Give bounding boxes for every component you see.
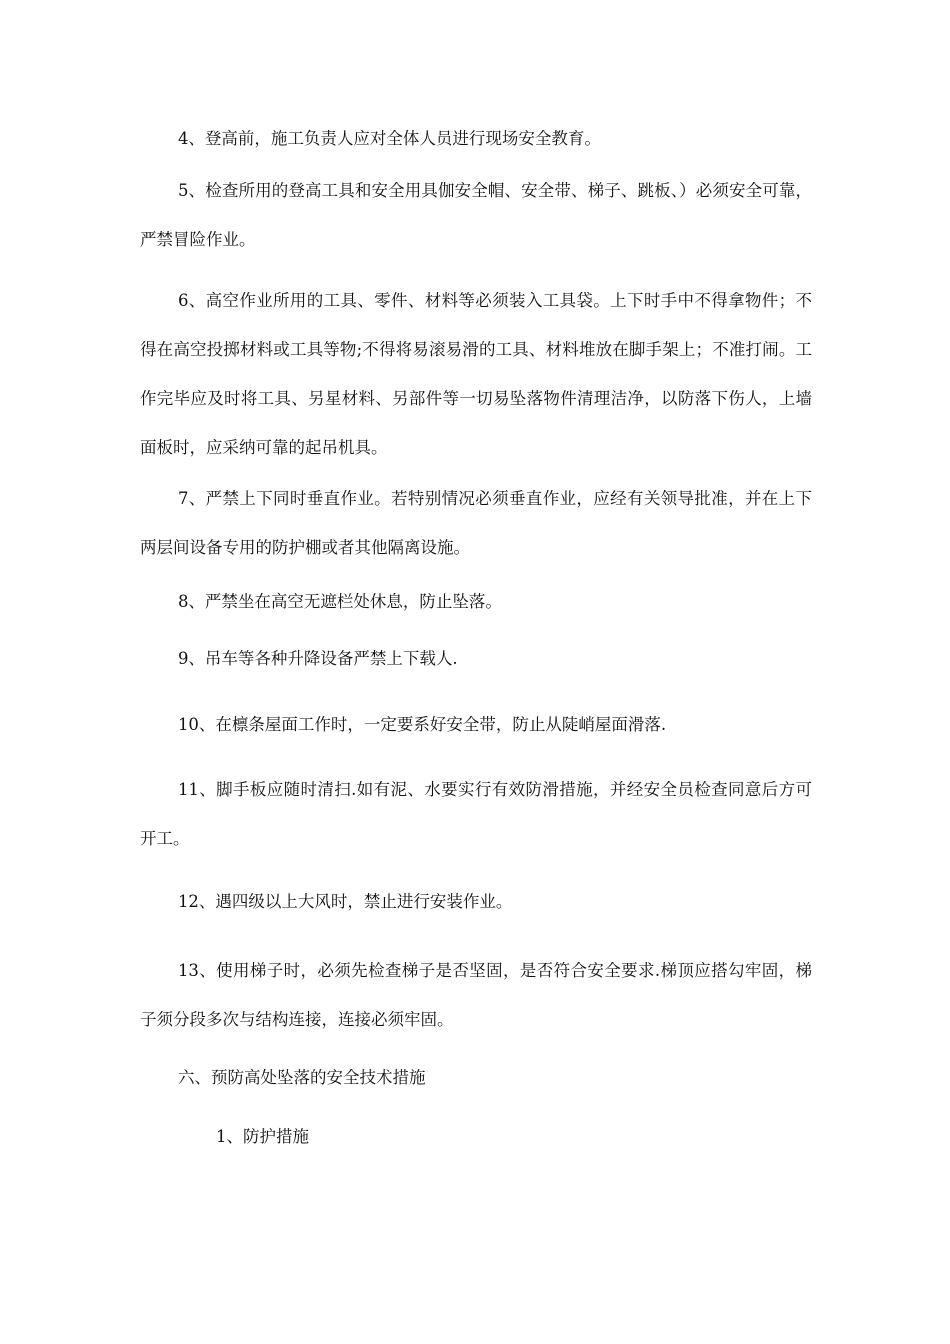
paragraph-item-4: 4、登高前，施工负责人应对全体人员进行现场安全教育。 <box>177 129 601 148</box>
paragraph-item-13: 13、使用梯子时，必须先检查梯子是否坚固，是否符合安全要求.梯顶应搭勾牢固，梯子须分段多次与结构连接，连接必须牢固。 <box>140 961 812 1029</box>
subsection-heading: 1、防护措施 <box>216 1127 309 1146</box>
paragraph-item-6: 6、高空作业所用的工具、零件、材料等必须装入工具袋。上下时手中不得拿物件；不得在高空投掷材料或工具等物;不得将易滚易滑的工具、材料堆放在脚手架上；不准打闹。工作完毕应及时将工具、另星材料、另部件等一切易坠落物件清理洁净，以防落下伤人，上墙面板时，应采纳可靠的起吊机具。 <box>140 291 812 457</box>
paragraph-item-5: 5、检查所用的登高工具和安全用具伽安全帽、安全带、梯子、跳板、）必须安全可靠，严禁冒险作业。 <box>140 181 812 249</box>
paragraph-item-8: 8、严禁坐在高空无遮栏处休息，防止坠落。 <box>177 592 502 611</box>
paragraph-item-10: 10、在檩条屋面工作时，一定要系好安全带，防止从陡峭屋面滑落. <box>177 715 667 734</box>
paragraph-item-12: 12、遇四级以上大风时，禁止进行安装作业。 <box>177 892 513 911</box>
paragraph-item-9: 9、吊车等各种升降设备严禁上下载人. <box>177 649 458 668</box>
paragraph-item-11: 11、脚手板应随时清扫.如有泥、水要实行有效防滑措施，并经安全员检查同意后方可开工。 <box>140 780 812 848</box>
paragraph-item-7: 7、严禁上下同时垂直作业。若特别情况必须垂直作业，应经有关领导批准，并在上下两层间设备专用的防护棚或者其他隔离设施。 <box>140 489 812 557</box>
section-heading: 六、预防高处坠落的安全技术措施 <box>178 1068 426 1087</box>
